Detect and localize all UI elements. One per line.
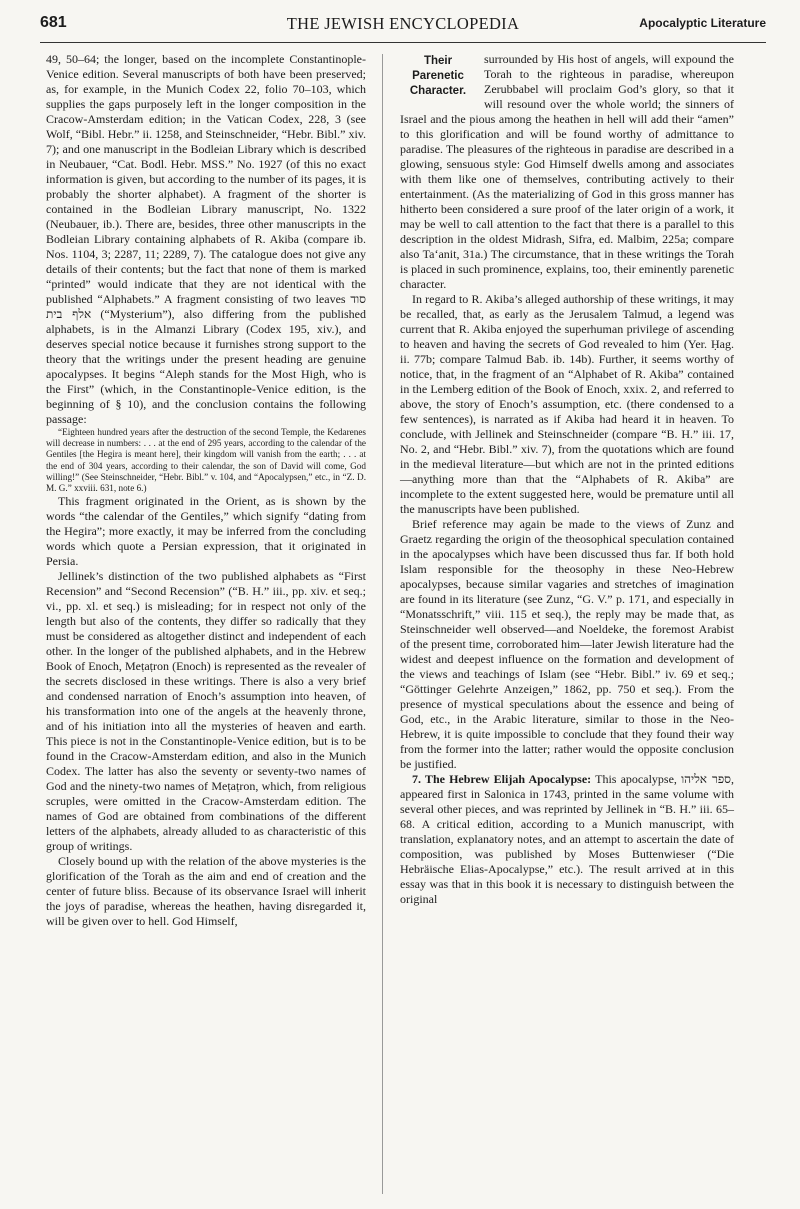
section-heading: 7. The Hebrew Elijah Apocalypse: xyxy=(412,772,592,786)
running-title: THE JEWISH ENCYCLOPEDIA xyxy=(286,14,520,33)
page-number: 681 xyxy=(40,14,67,31)
block-quote: “Eighteen hundred years after the destruction of the second Temple, the Kedarenes will decrease in numbers: . . . at the end of 295 years, according to the calendar of the Gentiles [the Hegira is meant here], their kingdom will vanish from the earth; . . . at the end of 304 years, according to their calendar, the son of David will come, God willing!” (See Steinschneider, “Hebr. Bibl.” v. 104, and “Apocalypsen,” etc., in “Z. D. M. G.” xxviii. 631, note 6.) xyxy=(46,427,366,494)
left-column xyxy=(46,52,366,929)
paragraph: Brief reference may again be made to the views of Zunz and Graetz regarding the origin of the theosophical speculation contained in the apocalypses which have been discussed thus far. If both hold Islam responsible for the theosophy in these Neo-Hebrew apocalypses, because similar vagaries and stretches of imagination are found in its literature (see Zunz, “G. V.” p. 171, and especially in “Monatsschrift,” viii. 115 et seq.), the reply may be made that, as Steinschneider well observed—and Noeldeke, the foremost Arabist of the present time, corroborated him—later Jewish literature had the widest and deepest influence on the formation and development of the views and teachings of Islam (see “Hebr. Bibl.” iv. 69 et seq.; “Göttinger Gelehrte Anzeigen,” 1862, pp. 750 et seq.). From the presence of mystical speculations about the essence and being of God, etc., in the Arabic literature, similar to those in the Neo-Hebrew, it is quite impossible to conclude that they found their way from the former into the latter; rather would the opposite conclusion be justified. xyxy=(400,517,734,771)
topic-heading: Apocalyptic Literature xyxy=(639,16,766,30)
paragraph: This fragment originated in the Orient, as is shown by the words “the calendar of the Gentiles,” which signify “dating from the Hegira”; more exactly, it may be inferred from the concluding words which quote a Persian expression, that it originated in Persia. xyxy=(46,494,366,569)
paragraph: Closely bound up with the relation of the above mysteries is the glorification of the Torah as the aim and end of creation and the center of future bliss. Because of its observance Israel will inherit the joys of paradise, whereas the heathen, having disregarded it, will be given over to hell. God Himself, xyxy=(46,854,366,929)
page-header xyxy=(40,14,766,38)
paragraph: 7. The Hebrew Elijah Apocalypse: This apocalypse, ספר אליהו, appeared first in Salonica in 1743, printed in the same volume with several other pieces, and was reprinted by Jellinek in “B. H.” iii. 65–68. A critical edition, according to a Munich manuscript, with translation, explanatory notes, and an attempt to ascertain the date of composition, was published by Moses Buttenwieser (“Die Hebräische Elias-Apocalypse,” etc.). The result arrived at in this essay was that in this book it is necessary to distinguish between the original xyxy=(400,772,734,906)
column-divider xyxy=(382,54,383,1194)
paragraph: Their Parenetic Character. surrounded by His host of angels, will expound the Torah to the righteous in paradise, whereupon Zerubbabel will proclaim God’s glory, so that it will resound over the whole world; the sinners of Israel and the pious among the heathen in hell will add their “amen” to this glorification and will be found worthy of admittance to paradise. The pleasures of the righteous in paradise are described in a glowing, sensuous style: God Himself dwells among and associates with them like one of themselves, contributing actively to their entertainment. (As the materializing of God in this gross manner has hitherto been considered a sure proof of the later origin of a work, it may be well to call attention to the fact that there is a parallel to this description in the oldest Midrash, Sifra, ed. Malbim, 225a; compare also Ta‘anit, 31a.) The circumstance, that in these writings the Torah is placed in such prominence, explains, too, their eminently parenetic character. xyxy=(400,52,734,291)
header-rule xyxy=(40,42,766,43)
paragraph: Jellinek’s distinction of the two published alphabets as “First Recension” and “Second Recension” (“B. H.” iii., pp. xiv. et seq.; vi., pp. xl. et seq.) is misleading; for in respect not only of the length but also of the contents, they differ so radically that they must be considered as altogether distinct and independent of each other. In the longer of the published alphabets, and in the Hebrew Book of Enoch, Meṭaṭron (Enoch) is represented as the revealer of the secrets disclosed in these writings. There is also a very brief and condensed narration of Enoch’s assumption into heaven, of his transformation into one of the angels at the heavenly throne, and of his initiation into all the mysteries of heaven and earth. This piece is not in the Constantinople-Venice edition, but is to be found in the Cracow-Amsterdam edition, and also in the Munich Codex. The latter has also the seventy or seventy-two names of God and the ninety-two names of Meṭaṭron, which, from religious scruples, were omitted in the Cracow-Amsterdam edition. The names of God are obtained from combinations of the different letters of the alphabets, already alluded to as characteristic of this group of writings. xyxy=(46,569,366,854)
side-heading: Their Parenetic Character. xyxy=(409,55,467,97)
hebrew-term: ספר אליהו xyxy=(681,772,731,786)
paragraph: In regard to R. Akiba’s alleged authorship of these writings, it may be recalled, that, as early as the Jerusalem Talmud, a legend was current that R. Akiba enjoyed the superhuman privilege of ascending to heaven and having the secrets of God revealed to him (Yer. Ḥag. ii. 77b; compare Talmud Bab. ib. 14b). Further, it seems worthy of notice, that, in the fragment of an “Alphabet of R. Akiba” contained in the Lemberg edition of the Book of Enoch, xxix. 2, and referred to above, the story of Enoch’s assumption, etc. (there condensed to a few sentences), is narrated as if Akiba had heard it in heaven. To conclude, with Jellinek and Steinschneider (compare “B. H.” iii. 17, No. 2, and “Hebr. Bibl.” xiv. 7), from the quotations which are found in the medieval literature—but which are not in the printed editions—anything more than that the “Alphabets of R. Akiba” are incomplete to the extent suggested here, would be premature until all the manuscripts have been published. xyxy=(400,292,734,516)
paragraph: 49, 50–64; the longer, based on the incomplete Constantinople-Venice edition. Several manuscripts of both have been preserved; as, for example, in the Munich Codex 22, folio 70–103, which supplies the gaps purposely left in the longer composition in the Cracow-Amsterdam edition; in the Vatican Codex, 228, 3 (see Wolf, “Bibl. Hebr.” ii. 1258, and Steinschneider, “Hebr. Bibl.” xiv. 7); and one manuscript in the Bodleian Library which is described in Neubauer, “Cat. Bodl. Hebr. MSS.” No. 1927 (of this no exact information is given, but according to the number of its pages, it is probably the shorter alphabet). A fragment of the shorter is contained in the Bodleian Library manuscript, No. 1322 (Neubauer, ib.). There are, besides, three other manuscripts in the Bodleian Library containing alphabets of R. Akiba (compare ib. Nos. 1104, 3; 2287, 11; 2289, 7). The catalogue does not give any details of their contents; but the fact that none of them is marked “printed” would indicate that they are not identical with the published “Alphabets.” A fragment consisting of two leaves סוד אלף בית (“Mysterium”), also differing from the published alphabets, is in the Almanzi Library (Codex 195, xiv.), and deserves special notice because it furnishes strong support to the theory that the writings under the present heading are genuine apocalypses. It begins “Aleph stands for the Most High, who is the First” (which, in the Constantinople-Venice edition, is the beginning of § 10), and the conclusion contains the following passage: xyxy=(46,52,367,426)
right-column xyxy=(400,52,734,907)
hebrew-term: סוד אלף בית xyxy=(46,292,367,321)
